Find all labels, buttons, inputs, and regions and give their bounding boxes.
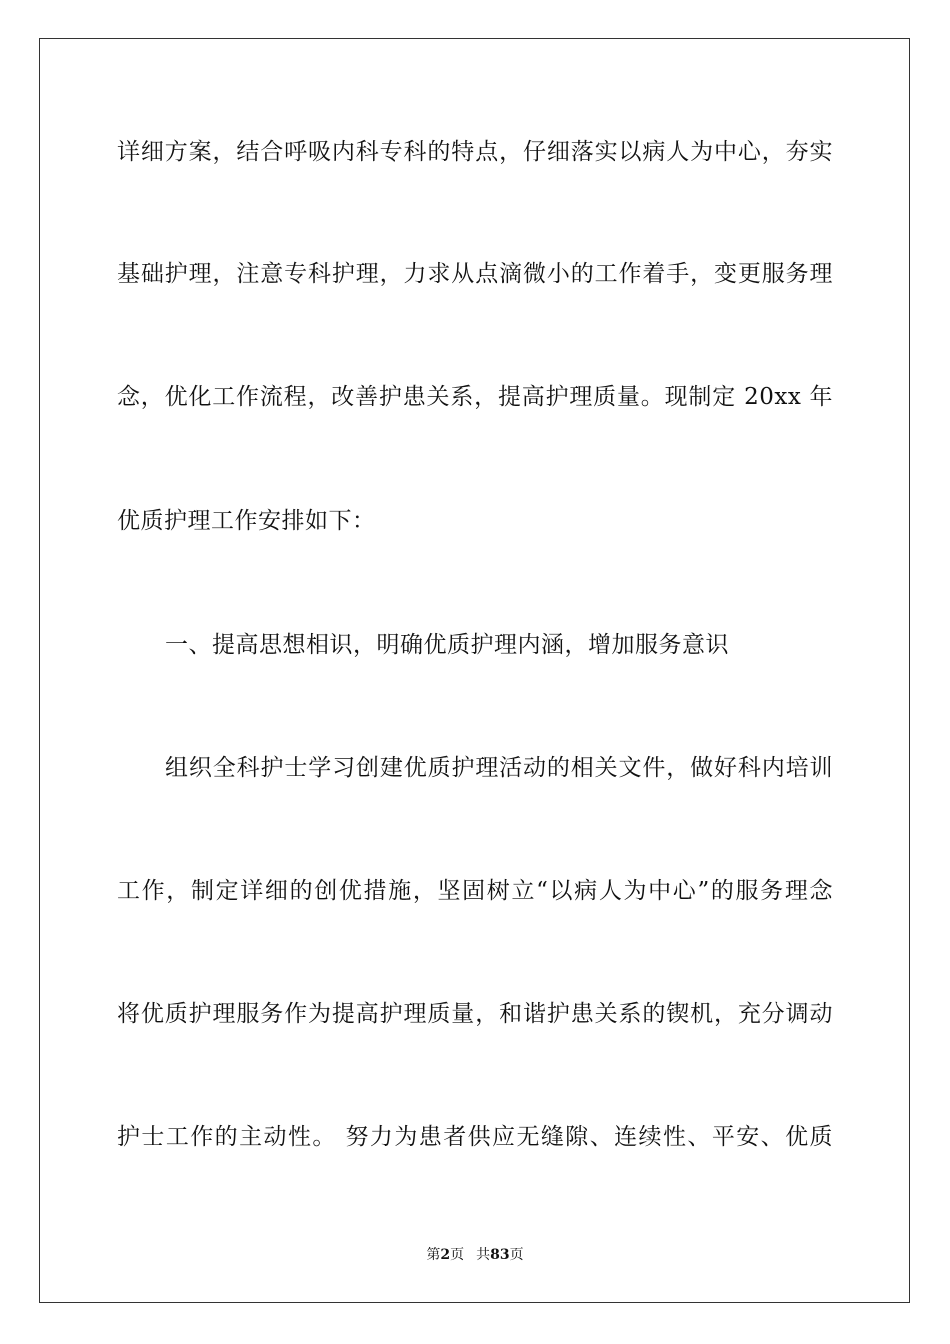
footer-page-unit: 页 (450, 1247, 465, 1263)
footer-total-unit: 页 (509, 1247, 524, 1263)
body-line-7: 工作，制定详细的创优措施，坚固树立“以病人为中心”的服务理念 (117, 878, 833, 904)
body-line-2: 基础护理，注意专科护理，力求从点滴微小的工作着手，变更服务理 (117, 261, 833, 287)
body-line-9: 护士工作的主动性。 努力为患者供应无缝隙、连续性、平安、优质 (117, 1124, 833, 1150)
page-border (39, 38, 910, 1303)
body-line-4: 优质护理工作安排如下： (117, 508, 376, 534)
footer-total-prefix: 共 (476, 1247, 491, 1263)
footer-page-prefix: 第 (426, 1247, 441, 1263)
body-line-6: 组织全科护士学习创建优质护理活动的相关文件，做好科内培训 (165, 755, 833, 781)
body-line-3: 念，优化工作流程，改善护患关系，提高护理质量。现制定 20xx 年 (117, 384, 833, 410)
page-footer (0, 1246, 950, 1264)
footer-total-pages: 83 (490, 1247, 510, 1263)
body-line-1: 详细方案，结合呼吸内科专科的特点，仔细落实以病人为中心，夯实 (117, 139, 833, 165)
section-heading: 一、提高思想相识，明确优质护理内涵，增加服务意识 (165, 632, 729, 658)
body-line-8: 将优质护理服务作为提高护理质量，和谐护患关系的锲机，充分调动 (117, 1001, 833, 1027)
footer-current-page: 2 (440, 1247, 451, 1263)
